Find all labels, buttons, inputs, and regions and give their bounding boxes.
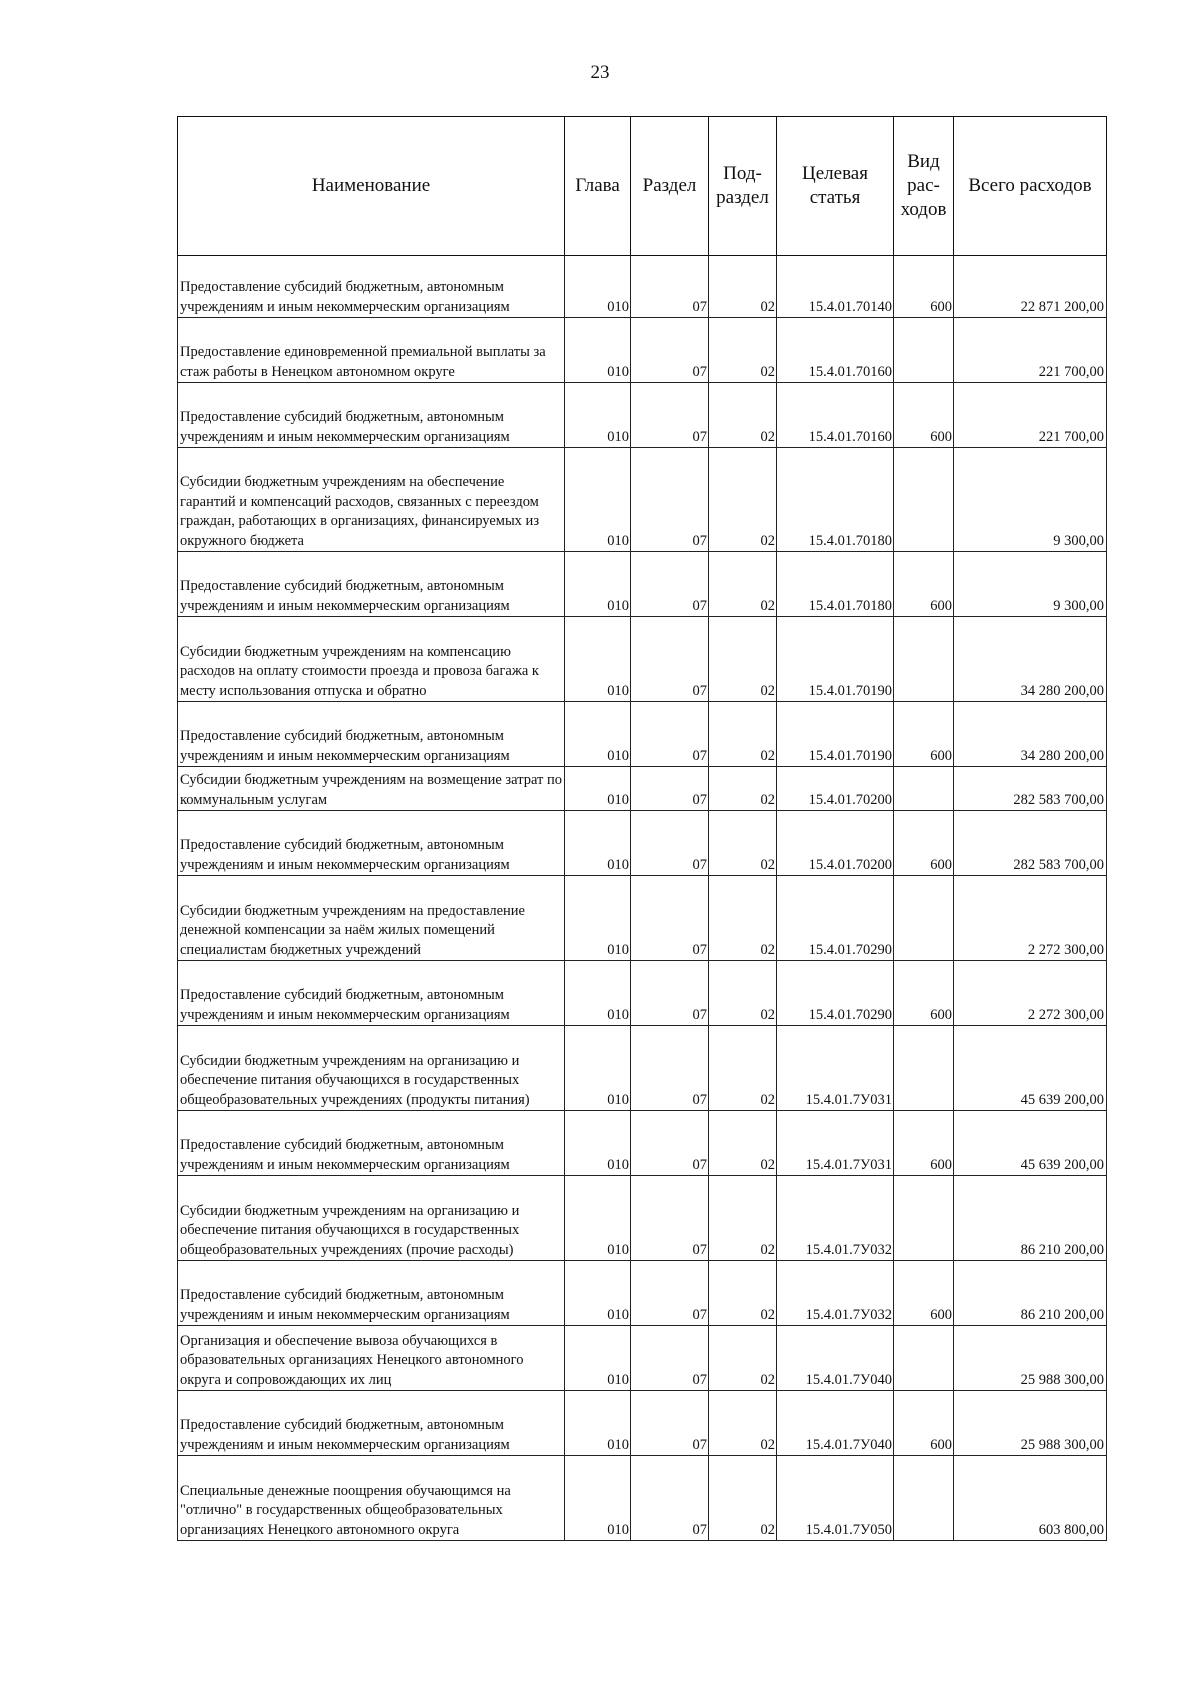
cell-chapter: 010: [565, 383, 631, 448]
cell-chapter: 010: [565, 256, 631, 318]
cell-total: 221 700,00: [954, 318, 1107, 383]
cell-type: 600: [894, 256, 954, 318]
cell-subsection: 02: [709, 256, 777, 318]
cell-target: 15.4.01.70290: [777, 961, 894, 1026]
cell-target: 15.4.01.70140: [777, 256, 894, 318]
cell-target: 15.4.01.7У050: [777, 1456, 894, 1541]
cell-total: 282 583 700,00: [954, 811, 1107, 876]
cell-type: [894, 767, 954, 811]
cell-target: 15.4.01.70190: [777, 702, 894, 767]
cell-target: 15.4.01.70200: [777, 767, 894, 811]
cell-total: 86 210 200,00: [954, 1176, 1107, 1261]
cell-section: 07: [631, 1261, 709, 1326]
cell-subsection: 02: [709, 702, 777, 767]
cell-subsection: 02: [709, 767, 777, 811]
cell-subsection: 02: [709, 1176, 777, 1261]
header-chapter: Глава: [565, 117, 631, 256]
cell-total: 2 272 300,00: [954, 961, 1107, 1026]
cell-section: 07: [631, 702, 709, 767]
cell-total: 45 639 200,00: [954, 1026, 1107, 1111]
cell-chapter: 010: [565, 876, 631, 961]
table-row: [178, 1326, 1107, 1391]
cell-section: 07: [631, 1326, 709, 1391]
cell-subsection: 02: [709, 1111, 777, 1176]
cell-total: 221 700,00: [954, 383, 1107, 448]
cell-target: 15.4.01.70190: [777, 617, 894, 702]
cell-subsection: 02: [709, 811, 777, 876]
cell-name: Субсидии бюджетным учреждениям на обеспечение гарантий и компенсаций расходов, связанных с переездом граждан, работающих в организациях, финансируемых из окружного бюджета: [178, 448, 565, 552]
cell-name: Предоставление субсидий бюджетным, автономным учреждениям и иным некоммерческим организациям: [178, 811, 565, 876]
page-number: 23: [590, 62, 610, 83]
cell-target: 15.4.01.7У032: [777, 1176, 894, 1261]
cell-total: 9 300,00: [954, 552, 1107, 617]
cell-chapter: 010: [565, 1391, 631, 1456]
cell-section: 07: [631, 318, 709, 383]
cell-name: Предоставление субсидий бюджетным, автономным учреждениям и иным некоммерческим организациям: [178, 1111, 565, 1176]
cell-section: 07: [631, 1176, 709, 1261]
cell-name: Субсидии бюджетным учреждениям на предоставление денежной компенсации за наём жилых помещений специалистам бюджетных учреждений: [178, 876, 565, 961]
cell-type: 600: [894, 383, 954, 448]
cell-type: 600: [894, 1111, 954, 1176]
cell-name: Специальные денежные поощрения обучающимся на "отлично" в государственных общеобразовательных организациях Ненецкого автономного округа: [178, 1456, 565, 1541]
cell-name: Предоставление единовременной премиальной выплаты за стаж работы в Ненецком автономном округе: [178, 318, 565, 383]
cell-total: 9 300,00: [954, 448, 1107, 552]
cell-name: Предоставление субсидий бюджетным, автономным учреждениям и иным некоммерческим организациям: [178, 1391, 565, 1456]
table-row: [178, 1391, 1107, 1456]
cell-chapter: 010: [565, 318, 631, 383]
cell-target: 15.4.01.70180: [777, 448, 894, 552]
cell-target: 15.4.01.7У031: [777, 1026, 894, 1111]
cell-subsection: 02: [709, 1456, 777, 1541]
cell-chapter: 010: [565, 1261, 631, 1326]
cell-chapter: 010: [565, 702, 631, 767]
header-total: Всего расходов: [954, 117, 1107, 256]
cell-chapter: 010: [565, 811, 631, 876]
table-row: [178, 811, 1107, 876]
cell-chapter: 010: [565, 1176, 631, 1261]
table-row: [178, 448, 1107, 552]
cell-section: 07: [631, 811, 709, 876]
cell-subsection: 02: [709, 1261, 777, 1326]
cell-name: Субсидии бюджетным учреждениям на организацию и обеспечение питания обучающихся в государственных общеобразовательных учреждениях (продукты питания): [178, 1026, 565, 1111]
cell-chapter: 010: [565, 1456, 631, 1541]
cell-section: 07: [631, 767, 709, 811]
cell-target: 15.4.01.7У032: [777, 1261, 894, 1326]
table-row: [178, 318, 1107, 383]
cell-name: Предоставление субсидий бюджетным, автономным учреждениям и иным некоммерческим организациям: [178, 1261, 565, 1326]
cell-subsection: 02: [709, 876, 777, 961]
cell-section: 07: [631, 383, 709, 448]
header-section: Раздел: [631, 117, 709, 256]
cell-section: 07: [631, 1111, 709, 1176]
cell-name: Предоставление субсидий бюджетным, автономным учреждениям и иным некоммерческим организациям: [178, 961, 565, 1026]
cell-subsection: 02: [709, 552, 777, 617]
cell-section: 07: [631, 876, 709, 961]
cell-type: [894, 876, 954, 961]
table-row: [178, 1176, 1107, 1261]
cell-target: 15.4.01.7У040: [777, 1326, 894, 1391]
cell-target: 15.4.01.7У040: [777, 1391, 894, 1456]
cell-chapter: 010: [565, 961, 631, 1026]
cell-section: 07: [631, 961, 709, 1026]
cell-total: 603 800,00: [954, 1456, 1107, 1541]
cell-total: 282 583 700,00: [954, 767, 1107, 811]
table-row: [178, 767, 1107, 811]
header-subsection: Под-раздел: [709, 117, 777, 256]
cell-name: Предоставление субсидий бюджетным, автономным учреждениям и иным некоммерческим организациям: [178, 702, 565, 767]
cell-chapter: 010: [565, 552, 631, 617]
cell-subsection: 02: [709, 1026, 777, 1111]
cell-total: 22 871 200,00: [954, 256, 1107, 318]
cell-total: 86 210 200,00: [954, 1261, 1107, 1326]
cell-section: 07: [631, 256, 709, 318]
header-type: Вид рас-ходов: [894, 117, 954, 256]
cell-chapter: 010: [565, 1026, 631, 1111]
cell-target: 15.4.01.7У031: [777, 1111, 894, 1176]
cell-type: [894, 1176, 954, 1261]
cell-name: Предоставление субсидий бюджетным, автономным учреждениям и иным некоммерческим организациям: [178, 552, 565, 617]
cell-type: 600: [894, 552, 954, 617]
cell-total: 2 272 300,00: [954, 876, 1107, 961]
table-row: [178, 256, 1107, 318]
header-name: Наименование: [178, 117, 565, 256]
budget-table: [177, 116, 1107, 1541]
cell-total: 34 280 200,00: [954, 702, 1107, 767]
table-row: [178, 1261, 1107, 1326]
cell-section: 07: [631, 552, 709, 617]
cell-target: 15.4.01.70290: [777, 876, 894, 961]
table-row: [178, 1111, 1107, 1176]
cell-name: Субсидии бюджетным учреждениям на возмещение затрат по коммунальным услугам: [178, 767, 565, 811]
table-row: [178, 552, 1107, 617]
table-row: [178, 1456, 1107, 1541]
cell-subsection: 02: [709, 961, 777, 1026]
cell-subsection: 02: [709, 1391, 777, 1456]
cell-subsection: 02: [709, 617, 777, 702]
cell-section: 07: [631, 1026, 709, 1111]
cell-chapter: 010: [565, 617, 631, 702]
cell-chapter: 010: [565, 448, 631, 552]
cell-type: 600: [894, 1261, 954, 1326]
cell-name: Предоставление субсидий бюджетным, автономным учреждениям и иным некоммерческим организациям: [178, 256, 565, 318]
cell-type: 600: [894, 961, 954, 1026]
cell-chapter: 010: [565, 1326, 631, 1391]
cell-type: 600: [894, 1391, 954, 1456]
cell-type: [894, 448, 954, 552]
cell-section: 07: [631, 448, 709, 552]
cell-type: [894, 1456, 954, 1541]
cell-section: 07: [631, 617, 709, 702]
cell-subsection: 02: [709, 448, 777, 552]
header-target: Целевая статья: [777, 117, 894, 256]
cell-total: 25 988 300,00: [954, 1391, 1107, 1456]
cell-subsection: 02: [709, 1326, 777, 1391]
cell-name: Субсидии бюджетным учреждениям на организацию и обеспечение питания обучающихся в государственных общеобразовательных учреждениях (прочие расходы): [178, 1176, 565, 1261]
cell-total: 34 280 200,00: [954, 617, 1107, 702]
cell-name: Субсидии бюджетным учреждениям на компенсацию расходов на оплату стоимости проезда и провоза багажа к месту использования отпуска и обратно: [178, 617, 565, 702]
cell-type: [894, 318, 954, 383]
cell-target: 15.4.01.70200: [777, 811, 894, 876]
cell-type: [894, 1026, 954, 1111]
cell-type: 600: [894, 702, 954, 767]
cell-name: Предоставление субсидий бюджетным, автономным учреждениям и иным некоммерческим организациям: [178, 383, 565, 448]
table-row: [178, 617, 1107, 702]
table-row: [178, 1026, 1107, 1111]
table-row: [178, 383, 1107, 448]
cell-type: [894, 617, 954, 702]
cell-total: 25 988 300,00: [954, 1326, 1107, 1391]
cell-target: 15.4.01.70160: [777, 318, 894, 383]
cell-section: 07: [631, 1456, 709, 1541]
cell-chapter: 010: [565, 1111, 631, 1176]
cell-section: 07: [631, 1391, 709, 1456]
table-row: [178, 876, 1107, 961]
table-header-row: [178, 117, 1107, 256]
cell-name: Организация и обеспечение вывоза обучающихся в образовательных организациях Ненецкого автономного округа и сопровождающих их лиц: [178, 1326, 565, 1391]
cell-subsection: 02: [709, 383, 777, 448]
cell-type: [894, 1326, 954, 1391]
cell-target: 15.4.01.70180: [777, 552, 894, 617]
cell-chapter: 010: [565, 767, 631, 811]
cell-type: 600: [894, 811, 954, 876]
cell-target: 15.4.01.70160: [777, 383, 894, 448]
table-row: [178, 702, 1107, 767]
cell-subsection: 02: [709, 318, 777, 383]
cell-total: 45 639 200,00: [954, 1111, 1107, 1176]
table-row: [178, 961, 1107, 1026]
